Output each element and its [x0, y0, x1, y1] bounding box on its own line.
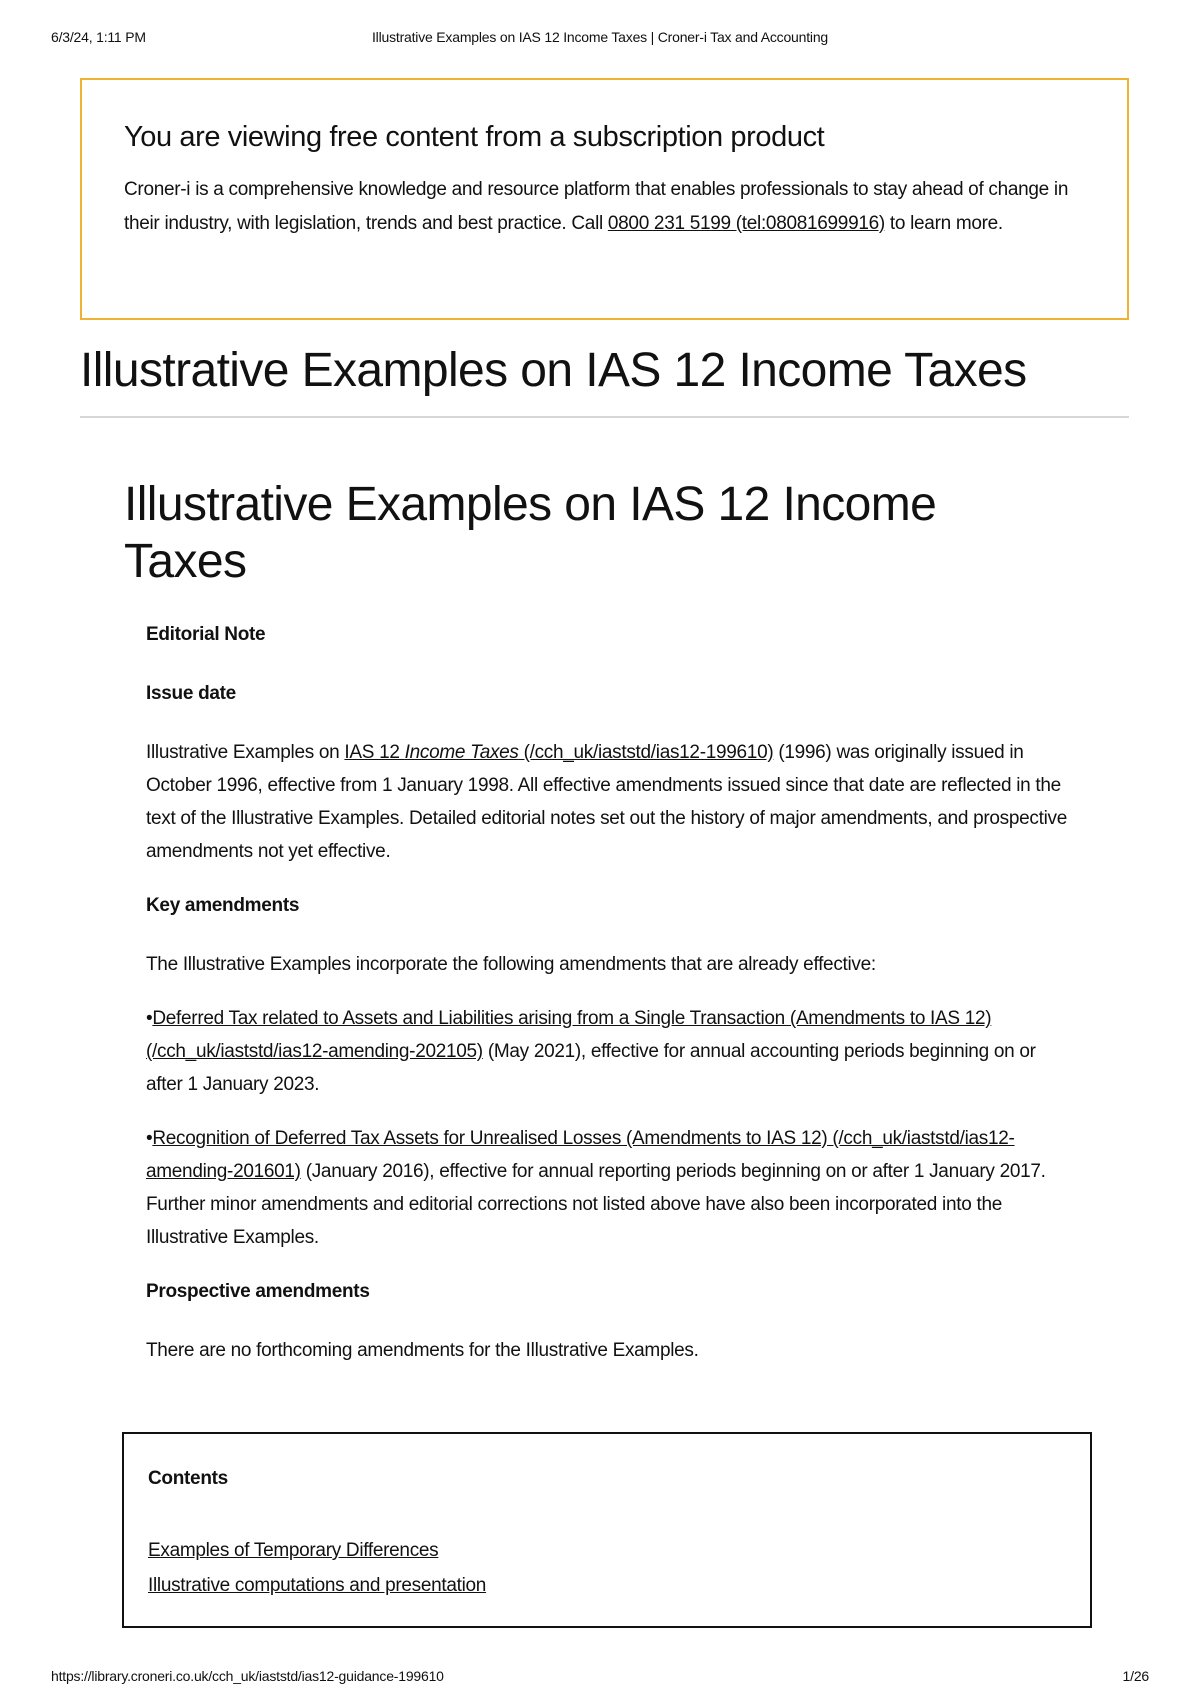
print-footer	[51, 1668, 1149, 1688]
promo-text	[124, 173, 1087, 241]
amendment-2021-text: (May 2021), effective for annual accounting periods beginning on or after 1 January 2023.	[146, 1041, 1036, 1095]
amendment-2021-link[interactable]: Deferred Tax related to Assets and Liabilities arising from a Single Transaction (Amendments to IAS 12) (/cch_uk/iaststd/ias12-amending-202105)	[146, 1008, 992, 1062]
prospective-amendments-heading: Prospective amendments	[146, 1281, 370, 1302]
issue-date-heading: Issue date	[146, 683, 236, 704]
promo-text-end: to learn more.	[884, 212, 1003, 234]
subscription-promo-box	[80, 78, 1129, 320]
ias12-link-path: (/cch_uk/iaststd/ias12-199610)	[518, 742, 774, 763]
issue-para-suffix: (1996) was originally issued in October 1996, effective from 1 January 1998. All effective amendments issued since that date are reflected in the text of the Illustrative Examples. Detailed editorial notes set out the history of major amendments, and prospective amendments not yet effective.	[146, 742, 1067, 862]
ias12-link[interactable]	[344, 742, 773, 763]
title-divider	[80, 416, 1129, 418]
issue-date-paragraph	[146, 736, 1076, 868]
print-page-title: Illustrative Examples on IAS 12 Income Taxes | Croner-i Tax and Accounting	[371, 29, 828, 45]
key-amendments-intro: The Illustrative Examples incorporate the following amendments that are already effective:	[146, 954, 876, 975]
contents-box	[122, 1432, 1092, 1628]
further-amendments-text: Further minor amendments and editorial corrections not listed above have also been incorporated into the Illustrative Examples.	[146, 1194, 1002, 1248]
prospective-amendments-text: There are no forthcoming amendments for the Illustrative Examples.	[146, 1340, 699, 1361]
amendment-2016-text: (January 2016), effective for annual reporting periods beginning on or after 1 January 2017.	[300, 1161, 1046, 1182]
ias12-link-name: IAS 12	[344, 742, 405, 763]
bullet: •	[146, 1008, 153, 1029]
amendment-item	[146, 1002, 1076, 1101]
issue-para-prefix: Illustrative Examples on	[146, 742, 345, 763]
contents-heading: Contents	[148, 1468, 228, 1489]
promo-phone-link[interactable]: 0800 231 5199 (tel:08081699916)	[607, 212, 885, 234]
page-title: Illustrative Examples on IAS 12 Income Taxes	[80, 344, 1027, 397]
print-header	[51, 29, 1149, 49]
toc-link-illustrative-computations[interactable]: Illustrative computations and presentation	[148, 1575, 487, 1596]
editorial-note-heading: Editorial Note	[146, 624, 266, 645]
ias12-link-italic: Income Taxes	[404, 742, 519, 763]
amendment-2016-link[interactable]: Recognition of Deferred Tax Assets for Unrealised Losses (Amendments to IAS 12) (/cch_uk/iaststd/ias12-amending-201601)	[146, 1128, 1015, 1182]
key-amendments-heading: Key amendments	[146, 895, 300, 916]
toc-link-temporary-differences[interactable]: Examples of Temporary Differences	[148, 1540, 439, 1561]
section-title: Illustrative Examples on IAS 12 Income Taxes	[124, 478, 937, 588]
print-datetime: 6/3/24, 1:11 PM	[51, 29, 146, 45]
bullet: •	[146, 1128, 153, 1149]
print-url: https://library.croneri.co.uk/cch_uk/iaststd/ias12-guidance-199610	[51, 1668, 444, 1684]
page-number: 1/26	[1122, 1668, 1149, 1684]
promo-text-start: Croner-i is a comprehensive knowledge and resource platform that enables professionals to stay ahead of change in their industry, with legislation, trends and best practice. Call	[124, 178, 1069, 234]
amendment-item	[146, 1122, 1076, 1188]
promo-heading: You are viewing free content from a subscription product	[124, 121, 825, 153]
editorial-note	[146, 618, 1076, 1388]
